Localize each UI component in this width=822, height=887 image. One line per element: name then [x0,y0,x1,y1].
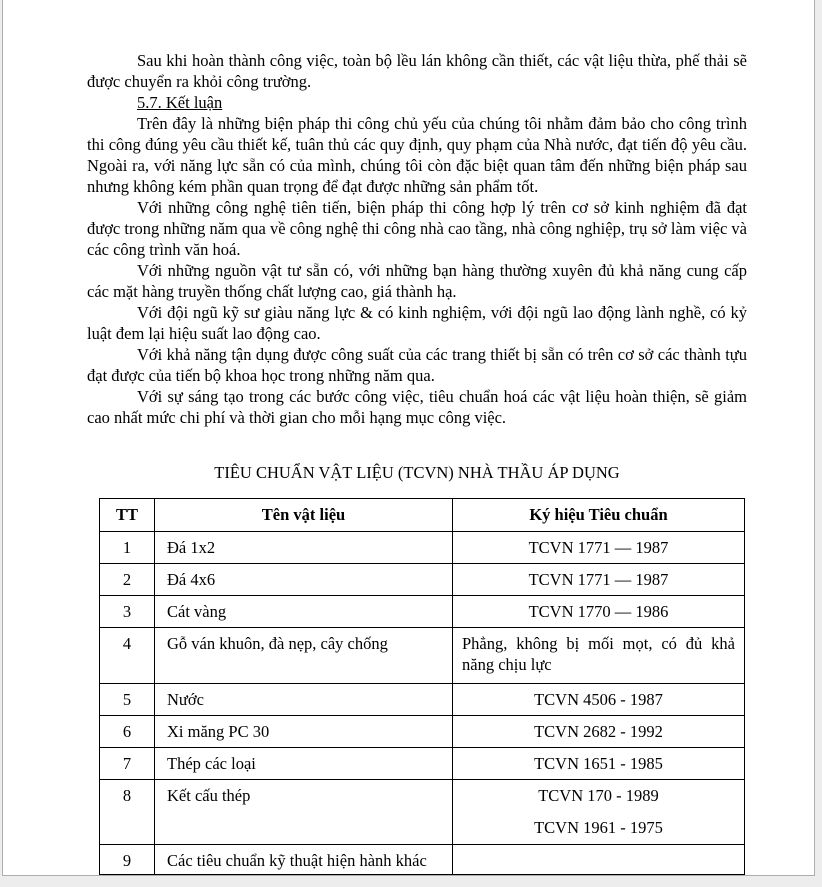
material-name-cell: Cát vàng [155,596,453,628]
material-name-cell: Các tiêu chuẩn kỹ thuật hiện hành khác [155,845,453,875]
table-row [100,564,745,596]
table-row [100,532,745,564]
standard-cell: TCVN 1651 - 1985 [453,748,745,780]
table-title: TIÊU CHUẨN VẬT LIỆU (TCVN) NHÀ THẦU ÁP DỤNG [214,463,620,482]
section-heading-text: 5.7. Kết luận [137,93,223,112]
standard-cell: TCVN 4506 - 1987 [453,684,745,716]
material-name-cell: Kết cấu thép [155,780,453,845]
paragraph-materials-supply: Với những nguồn vật tư sẵn có, với những bạn hàng thường xuyên đủ khả năng cung cấp các mặt hàng truyền thống chất lượng cao, giá thành hạ. [87,261,747,301]
material-name-cell: Gỗ ván khuôn, đà nẹp, cây chống [155,628,453,684]
standard-cell: TCVN 1770 — 1986 [453,596,745,628]
table-row [100,684,745,716]
standard-cell [453,845,745,875]
header-tt: TT [100,499,155,532]
row-number-cell: 8 [100,780,155,845]
page-content [3,0,814,875]
header-standard: Ký hiệu Tiêu chuẩn [453,499,745,532]
table-row [100,716,745,748]
standard-cell: TCVN 1771 — 1987 [453,532,745,564]
table-row [100,748,745,780]
table-header-row [100,499,745,532]
row-number-cell: 1 [100,532,155,564]
table-row [100,845,745,875]
standard-cell: Phẳng, không bị mối mọt, có đủ khả năng chịu lực [453,628,745,684]
header-material-name: Tên vật liệu [155,499,453,532]
standard-cell [453,780,745,845]
material-name-cell: Thép các loại [155,748,453,780]
table-row [100,596,745,628]
row-number-cell: 7 [100,748,155,780]
table-row [100,780,745,845]
standard-line-2: TCVN 1961 - 1975 [534,818,663,837]
material-name-cell: Xi măng PC 30 [155,716,453,748]
row-number-cell: 4 [100,628,155,684]
table-row [100,628,745,684]
standard-cell: TCVN 2682 - 1992 [453,716,745,748]
row-number-cell: 6 [100,716,155,748]
row-number-cell: 2 [100,564,155,596]
row-number-cell: 9 [100,845,155,875]
paragraph-technology: Với những công nghệ tiên tiến, biện pháp thi công hợp lý trên cơ sở kinh nghiệm đã đạt được trong những năm qua về công nghệ thi công nhà cao tầng, nhà công nghiệp, trụ sở làm việc và các công trình văn hoá. [87,198,747,259]
paragraph-conclusion-intro: Trên đây là những biện pháp thi công chủ yếu của chúng tôi nhằm đảm bảo cho công trình thi công đúng yêu cầu thiết kế, tuân thủ các quy định, quy phạm của Nhà nước, đạt tiến độ yêu cầu. Ngoài ra, với năng lực sẵn có của mình, chúng tôi còn đặc biệt quan tâm đến những biện pháp sau nhưng không kém phần quan trọng để đạt được những sản phẩm tốt. [87,114,747,196]
standard-cell: TCVN 1771 — 1987 [453,564,745,596]
materials-standards-table [99,498,745,875]
row-number-cell: 5 [100,684,155,716]
paragraph-standardization: Với sự sáng tạo trong các bước công việc, tiêu chuẩn hoá các vật liệu hoàn thiện, sẽ giảm cao nhất mức chi phí và thời gian cho mỗi hạng mục công việc. [87,387,747,427]
paragraph-cleanup: Sau khi hoàn thành công việc, toàn bộ lều lán không cần thiết, các vật liệu thừa, phế thải sẽ được chuyển ra khỏi công trường. [87,51,747,91]
standard-line-1: TCVN 170 - 1989 [538,786,659,805]
material-name-cell: Đá 1x2 [155,532,453,564]
paragraph-equipment: Với khả năng tận dụng được công suất của các trang thiết bị sẵn có trên cơ sở các thành tựu đạt được của tiến bộ khoa học trong những năm qua. [87,345,747,385]
section-heading-5-7 [87,92,747,113]
document-page [2,0,815,876]
row-number-cell: 3 [100,596,155,628]
material-name-cell: Đá 4x6 [155,564,453,596]
paragraph-engineers: Với đội ngũ kỹ sư giàu năng lực & có kinh nghiệm, với đội ngũ lao động lành nghề, có kỷ luật đem lại hiệu suất lao động cao. [87,303,747,343]
material-name-cell: Nước [155,684,453,716]
